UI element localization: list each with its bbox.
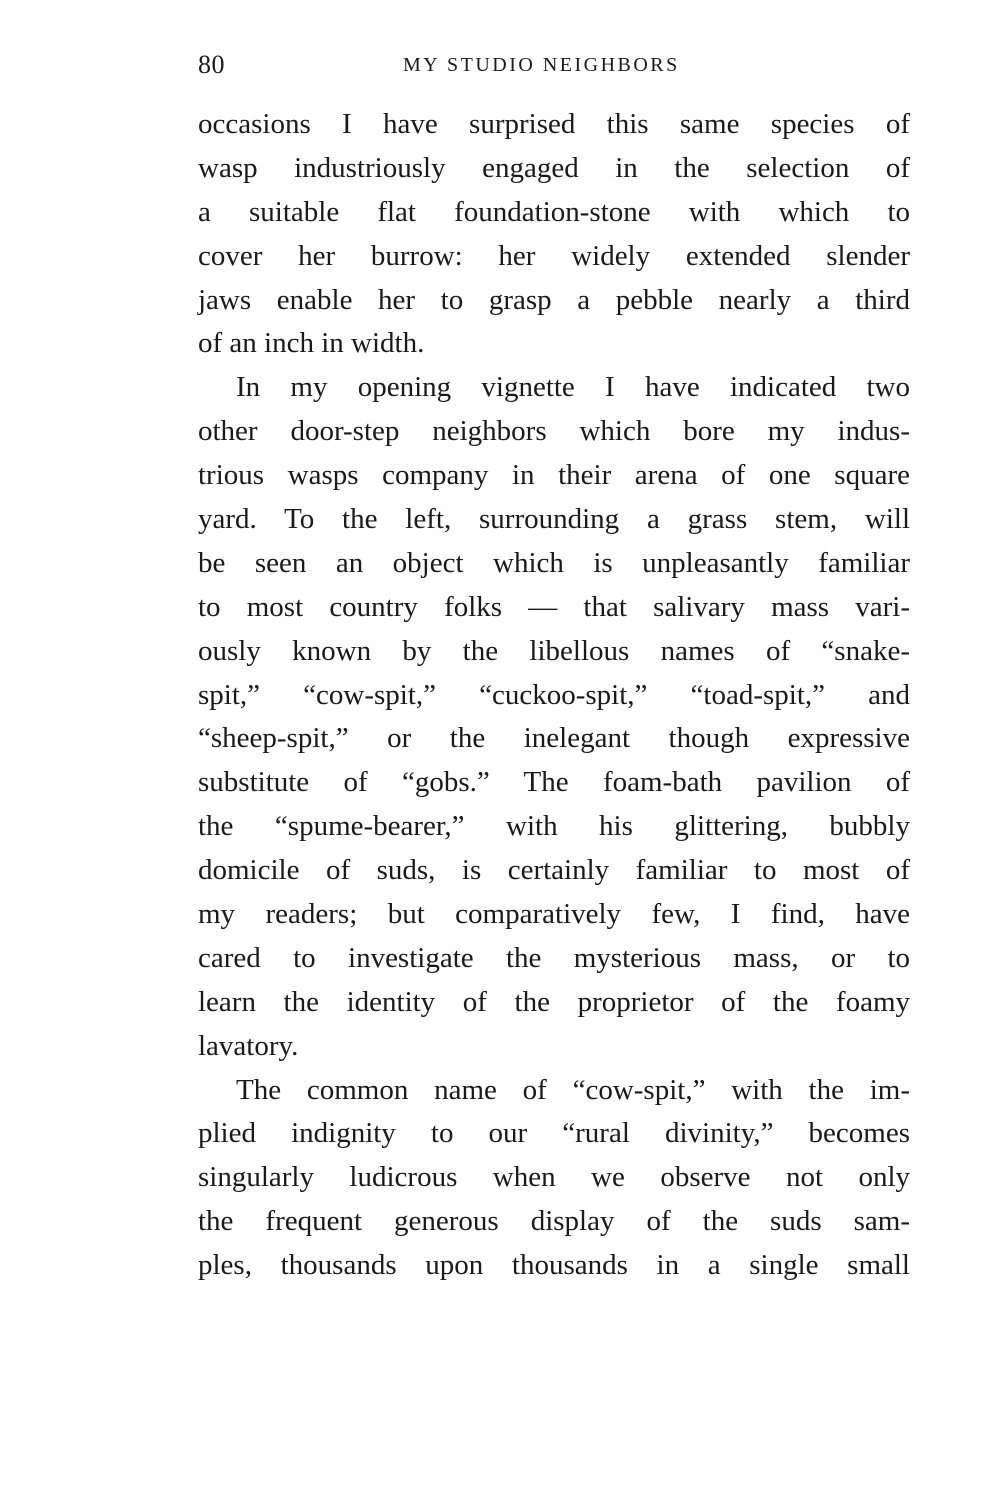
text-line: lavatory.	[198, 1029, 299, 1062]
text-line: learn the identity of the proprietor of the foamy	[198, 985, 910, 1018]
text-line: cared to investigate the mysterious mass, or to	[198, 941, 910, 974]
text-line: singularly ludicrous when we observe not only	[198, 1161, 910, 1194]
text-line: the frequent generous display of the suds sam-	[198, 1205, 910, 1238]
text-line: yard. To the left, surrounding a grass stem, will	[198, 503, 910, 536]
text-line: cover her burrow: her widely extended slender	[198, 239, 910, 272]
text-line: “sheep-spit,” or the inelegant though expressive	[198, 722, 910, 755]
text-line: The common name of “cow-spit,” with the im-	[236, 1073, 910, 1106]
text-line: ously known by the libellous names of “snake-	[198, 634, 910, 667]
text-line: spit,” “cow-spit,” “cuckoo-spit,” “toad-spit,” and	[198, 678, 910, 711]
text-line: the “spume-bearer,” with his glittering, bubbly	[198, 810, 910, 843]
text-line: wasp industriously engaged in the selection of	[198, 151, 910, 184]
text-line: domicile of suds, is certainly familiar to most of	[198, 854, 910, 887]
text-line: of an inch in width.	[198, 327, 425, 360]
text-line: to most country folks — that salivary mass vari-	[198, 590, 910, 623]
text-line: plied indignity to our “rural divinity,” becomes	[198, 1117, 910, 1150]
text-line: a suitable flat foundation-stone with which to	[198, 195, 910, 228]
text-line: substitute of “gobs.” The foam-bath pavilion of	[198, 766, 910, 799]
text-line: be seen an object which is unpleasantly familiar	[198, 546, 910, 579]
text-line: my readers; but comparatively few, I find, have	[198, 898, 910, 931]
running-title: MY STUDIO NEIGHBORS	[403, 54, 680, 76]
text-line: trious wasps company in their arena of one square	[198, 459, 910, 492]
text-line: In my opening vignette I have indicated two	[236, 371, 910, 404]
text-line: ples, thousands upon thousands in a single small	[198, 1249, 910, 1282]
text-line: occasions I have surprised this same species of	[198, 108, 910, 140]
paragraph-3	[198, 1069, 910, 1288]
paragraph-2	[198, 366, 910, 1068]
body-text	[198, 103, 910, 1288]
page-header	[198, 50, 718, 84]
text-line: jaws enable her to grasp a pebble nearly a third	[198, 283, 910, 316]
paragraph-1	[198, 103, 910, 366]
text-line: other door-step neighbors which bore my indus-	[198, 415, 910, 448]
page-number: 80	[198, 50, 225, 79]
